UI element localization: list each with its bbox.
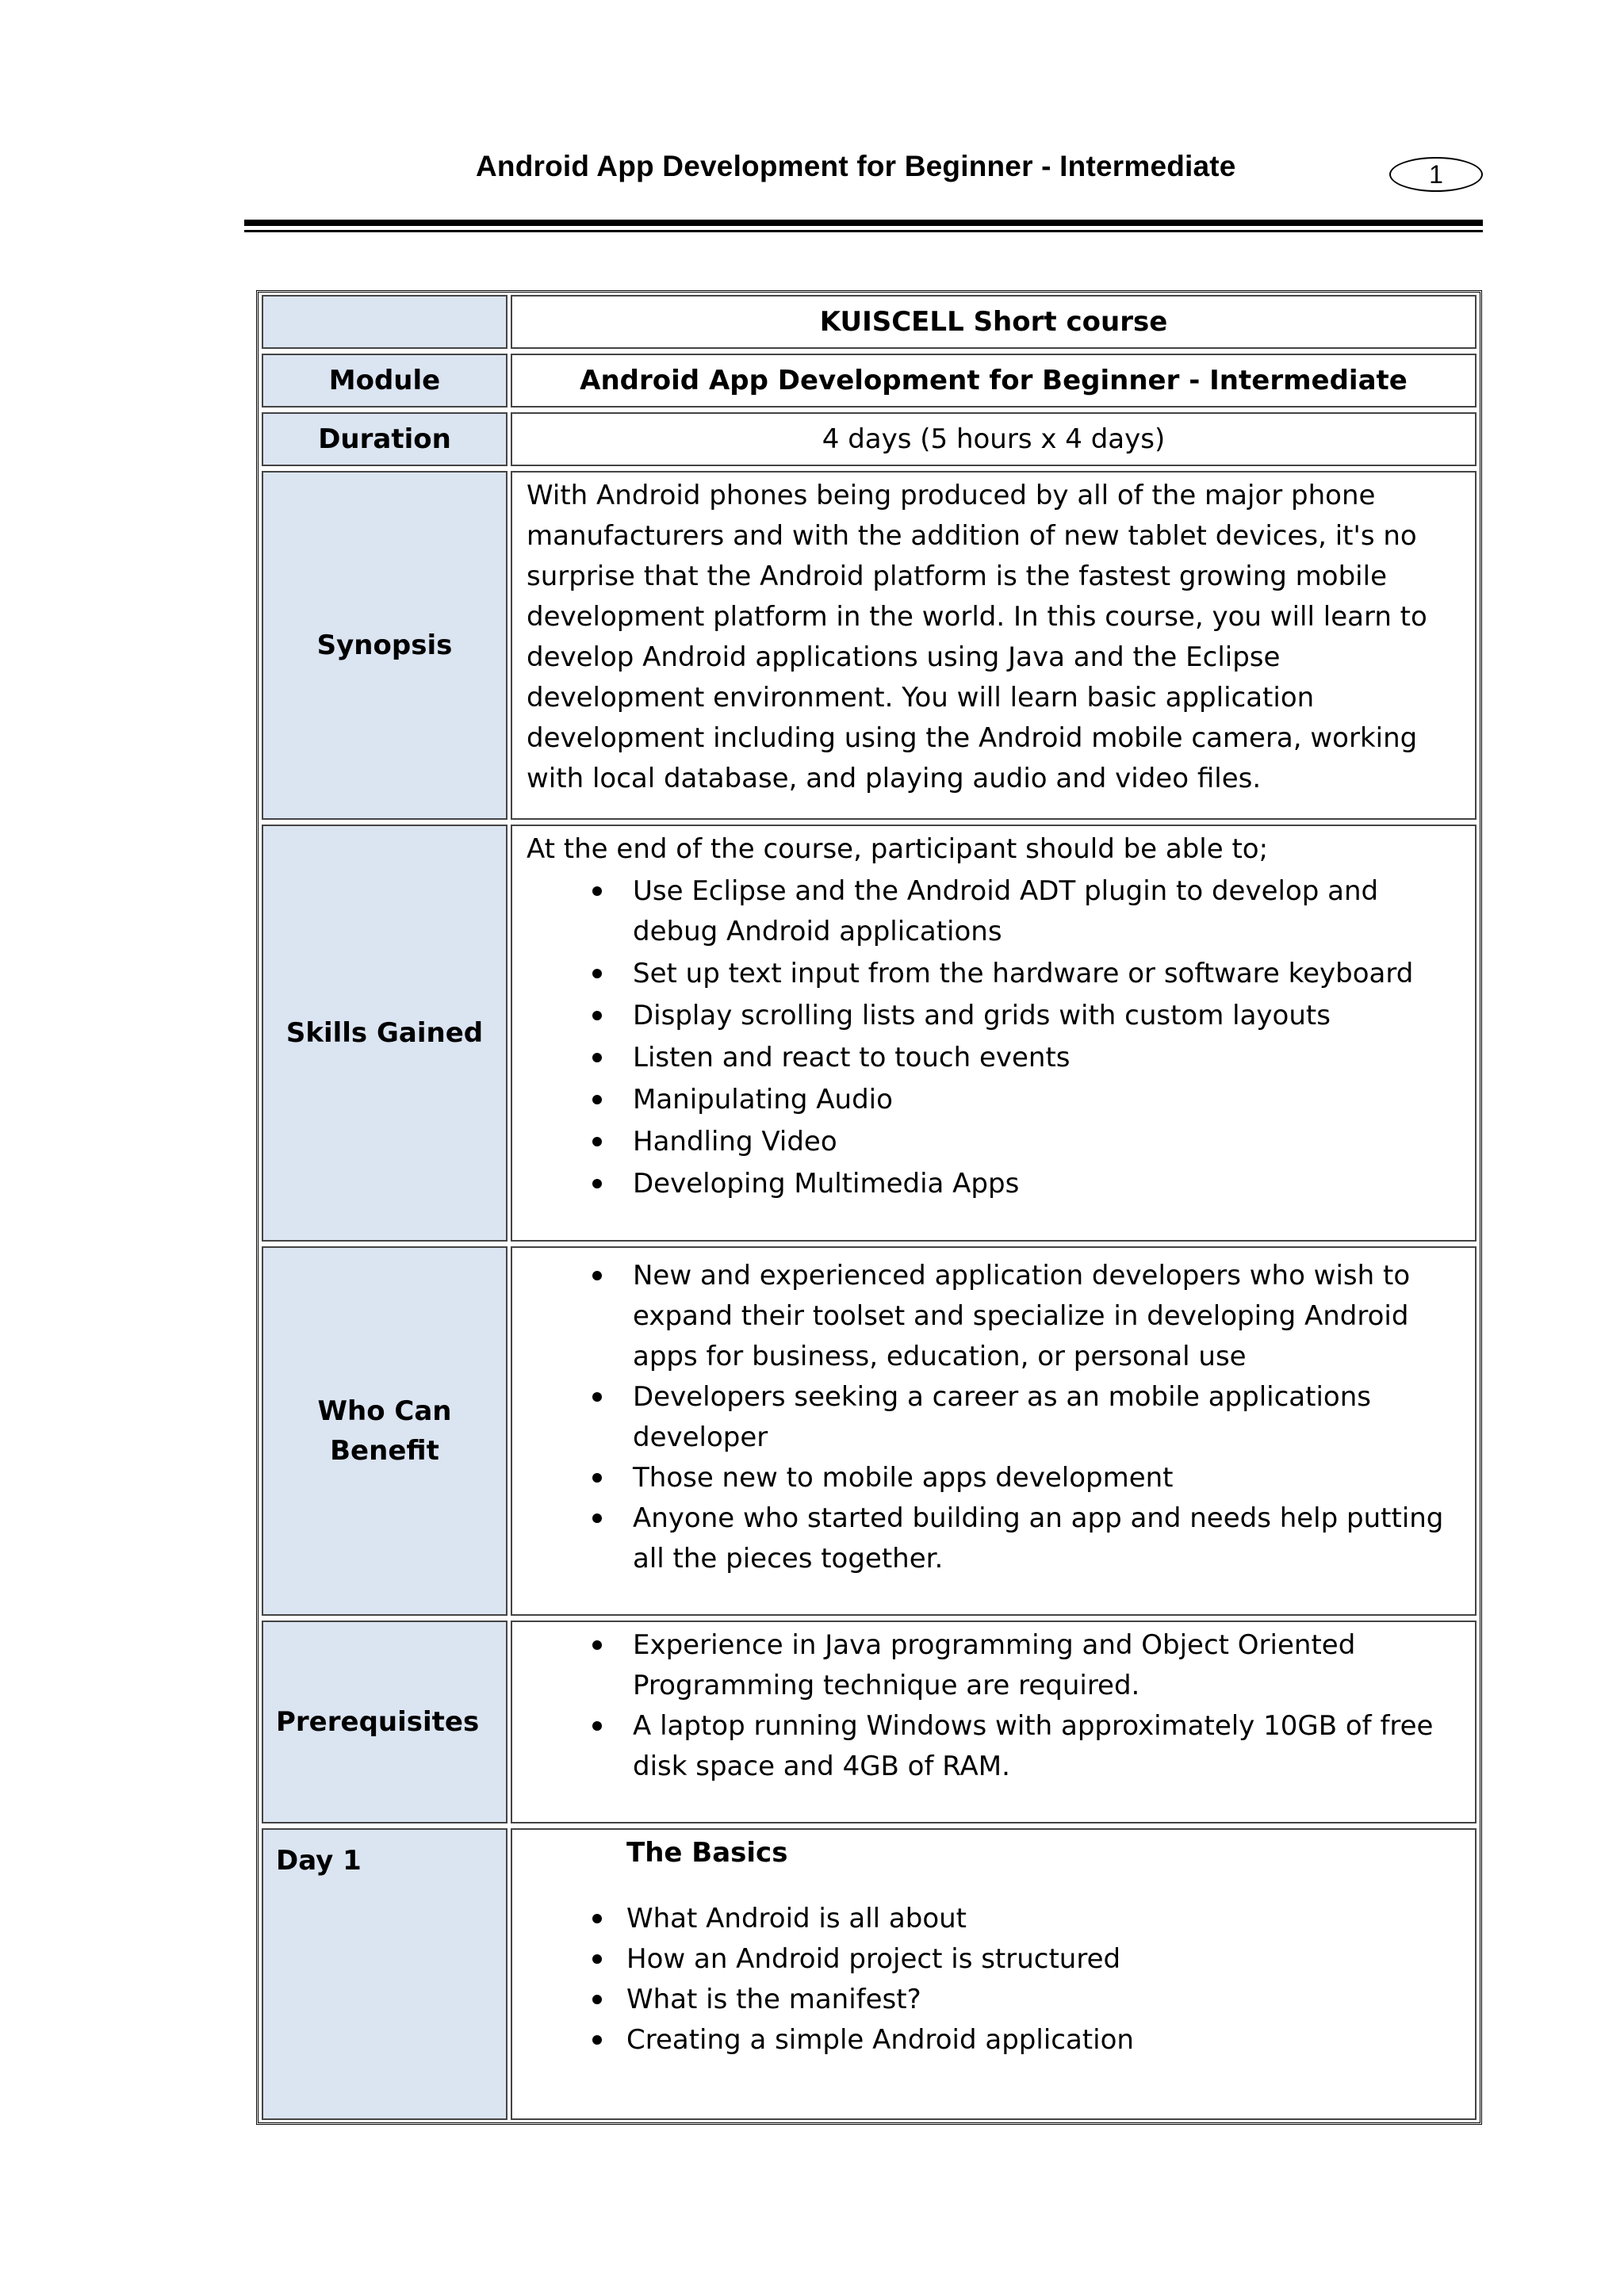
row-prerequisites <box>259 1618 1480 1826</box>
skills-cell <box>511 825 1477 1242</box>
prerequisites-cell <box>511 1621 1477 1823</box>
row-who-can-benefit <box>259 1244 1480 1618</box>
benefit-cell <box>511 1246 1477 1616</box>
day1-title: The Basics <box>626 1837 788 1869</box>
row-duration <box>259 410 1480 469</box>
list-item: What Android is all about <box>527 1899 1464 1939</box>
synopsis-label: Synopsis <box>262 471 508 820</box>
skills-list <box>527 871 1464 1204</box>
day1-cell <box>511 1828 1477 2120</box>
header-rule-thin <box>244 230 1483 232</box>
list-item: Anyone who started building an app and needs help putting all the pieces together. <box>527 1498 1464 1579</box>
module-value: Android App Development for Beginner - Intermediate <box>511 354 1477 408</box>
duration-label: Duration <box>262 412 508 466</box>
list-item: Use Eclipse and the Android ADT plugin to develop and debug Android applications <box>527 871 1464 952</box>
list-item: A laptop running Windows with approximately 10GB of free disk space and 4GB of RAM. <box>527 1706 1464 1787</box>
list-item: Developers seeking a career as an mobile applications developer <box>527 1377 1464 1458</box>
skills-label: Skills Gained <box>262 825 508 1242</box>
day1-list <box>527 1899 1464 2061</box>
row-synopsis <box>259 469 1480 822</box>
list-item: Developing Multimedia Apps <box>527 1164 1464 1204</box>
synopsis-cell <box>511 471 1477 820</box>
duration-value: 4 days (5 hours x 4 days) <box>511 412 1477 466</box>
list-item: New and experienced application developers who wish to expand their toolset and specialize in developing Android apps for business, education, or personal use <box>527 1256 1464 1377</box>
skills-intro: At the end of the course, participant should be able to; <box>527 833 1269 865</box>
page-number-badge: 1 <box>1389 157 1483 192</box>
prerequisites-list <box>527 1625 1464 1787</box>
synopsis-text: With Android phones being produced by all of the major phone manufacturers and with the addition of new tablet devices, it's no surprise that the Android platform is the fastest growing mobile development platform in the world. In this course, you will learn to develop Android applications using Java and the Eclipse development environment. You will learn basic application development including using the Android mobile camera, working with local database, and playing audio and video files. <box>527 480 1427 794</box>
list-item: Display scrolling lists and grids with custom layouts <box>527 996 1464 1036</box>
list-item: Experience in Java programming and Object Oriented Programming technique are required. <box>527 1625 1464 1706</box>
list-item: Creating a simple Android application <box>527 2020 1464 2061</box>
list-item: What is the manifest? <box>527 1980 1464 2020</box>
list-item: Those new to mobile apps development <box>527 1458 1464 1498</box>
list-item: Handling Video <box>527 1122 1464 1162</box>
benefit-label: Who Can Benefit <box>262 1246 508 1616</box>
prerequisites-label: Prerequisites <box>262 1621 508 1823</box>
course-title-label-cell <box>262 295 508 349</box>
day1-label: Day 1 <box>262 1828 508 2120</box>
row-course-title <box>259 293 1480 351</box>
benefit-list <box>527 1256 1464 1579</box>
header-title: Android App Development for Beginner - Intermediate <box>476 150 1236 182</box>
list-item: Set up text input from the hardware or software keyboard <box>527 954 1464 994</box>
row-skills-gained <box>259 822 1480 1244</box>
course-table <box>256 290 1482 2125</box>
module-label: Module <box>262 354 508 408</box>
row-day-1 <box>259 1826 1480 2122</box>
course-title: KUISCELL Short course <box>511 295 1477 349</box>
list-item: Listen and react to touch events <box>527 1038 1464 1078</box>
row-module <box>259 351 1480 410</box>
list-item: Manipulating Audio <box>527 1080 1464 1120</box>
header-rule-thick <box>244 220 1483 226</box>
list-item: How an Android project is structured <box>527 1939 1464 1980</box>
